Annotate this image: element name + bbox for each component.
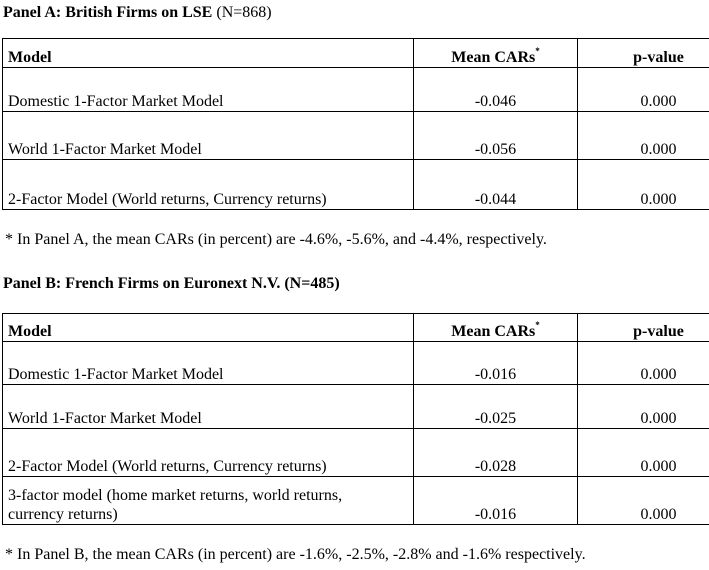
panel-b-note: * In Panel B, the mean CARs (in percent) are -1.6%, -2.5%, -2.8% and -1.6% respectively. bbox=[5, 546, 586, 563]
model-cell: World 1-Factor Market Model bbox=[3, 112, 414, 160]
mean-cell: -0.046 bbox=[414, 68, 578, 112]
model-cell: 2-Factor Model (World returns, Currency returns) bbox=[3, 160, 414, 210]
p-value-cell: 0.000 bbox=[578, 160, 709, 210]
table-row bbox=[3, 385, 709, 429]
panel-b-title-text: Panel B: French Firms on Euronext N.V. bbox=[3, 275, 281, 292]
model-cell: Domestic 1-Factor Market Model bbox=[3, 68, 414, 112]
mean-cell: -0.028 bbox=[414, 429, 578, 477]
model-cell-line2: currency returns) bbox=[8, 506, 118, 523]
p-value-cell: 0.000 bbox=[578, 112, 709, 160]
panel-a-table bbox=[2, 38, 709, 210]
table-row bbox=[3, 112, 709, 160]
p-value-cell: 0.000 bbox=[578, 342, 709, 385]
mean-cell: -0.044 bbox=[414, 160, 578, 210]
p-value-cell: 0.000 bbox=[578, 385, 709, 429]
panel-a-n: (N=868) bbox=[216, 4, 272, 21]
panel-a-note: * In Panel A, the mean CARs (in percent) are -4.6%, -5.6%, and -4.4%, respectively. bbox=[5, 231, 547, 248]
table-header-row bbox=[3, 39, 709, 68]
table-header-row bbox=[3, 314, 709, 342]
p-value-header: p-value bbox=[578, 39, 709, 68]
panel-b-n: (N=485) bbox=[284, 275, 340, 292]
panel-b-title bbox=[3, 275, 340, 293]
model-cell: Domestic 1-Factor Market Model bbox=[3, 342, 414, 385]
model-cell: 2-Factor Model (World returns, Currency returns) bbox=[3, 429, 414, 477]
panel-b-table bbox=[2, 313, 709, 525]
table-row bbox=[3, 429, 709, 477]
table-row bbox=[3, 477, 709, 525]
mean-cell: -0.016 bbox=[414, 342, 578, 385]
model-cell bbox=[3, 477, 414, 525]
mean-cell: -0.016 bbox=[414, 477, 578, 525]
model-cell: World 1-Factor Market Model bbox=[3, 385, 414, 429]
table-row bbox=[3, 160, 709, 210]
p-value-cell: 0.000 bbox=[578, 477, 709, 525]
panel-a-title-text: Panel A: British Firms on LSE bbox=[3, 4, 213, 21]
model-cell-line1: 3-factor model (home market returns, world returns, bbox=[8, 487, 343, 504]
p-value-header: p-value bbox=[578, 314, 709, 342]
footnote-marker: * bbox=[535, 320, 540, 330]
mean-cars-header: Mean CARs* bbox=[414, 39, 578, 68]
model-header: Model bbox=[3, 39, 414, 68]
footnote-marker: * bbox=[535, 46, 540, 56]
mean-cell: -0.025 bbox=[414, 385, 578, 429]
table-row bbox=[3, 68, 709, 112]
model-header: Model bbox=[3, 314, 414, 342]
p-value-cell: 0.000 bbox=[578, 68, 709, 112]
table-row bbox=[3, 342, 709, 385]
mean-cars-header: Mean CARs* bbox=[414, 314, 578, 342]
p-value-cell: 0.000 bbox=[578, 429, 709, 477]
panel-a-title bbox=[3, 4, 272, 22]
mean-cell: -0.056 bbox=[414, 112, 578, 160]
